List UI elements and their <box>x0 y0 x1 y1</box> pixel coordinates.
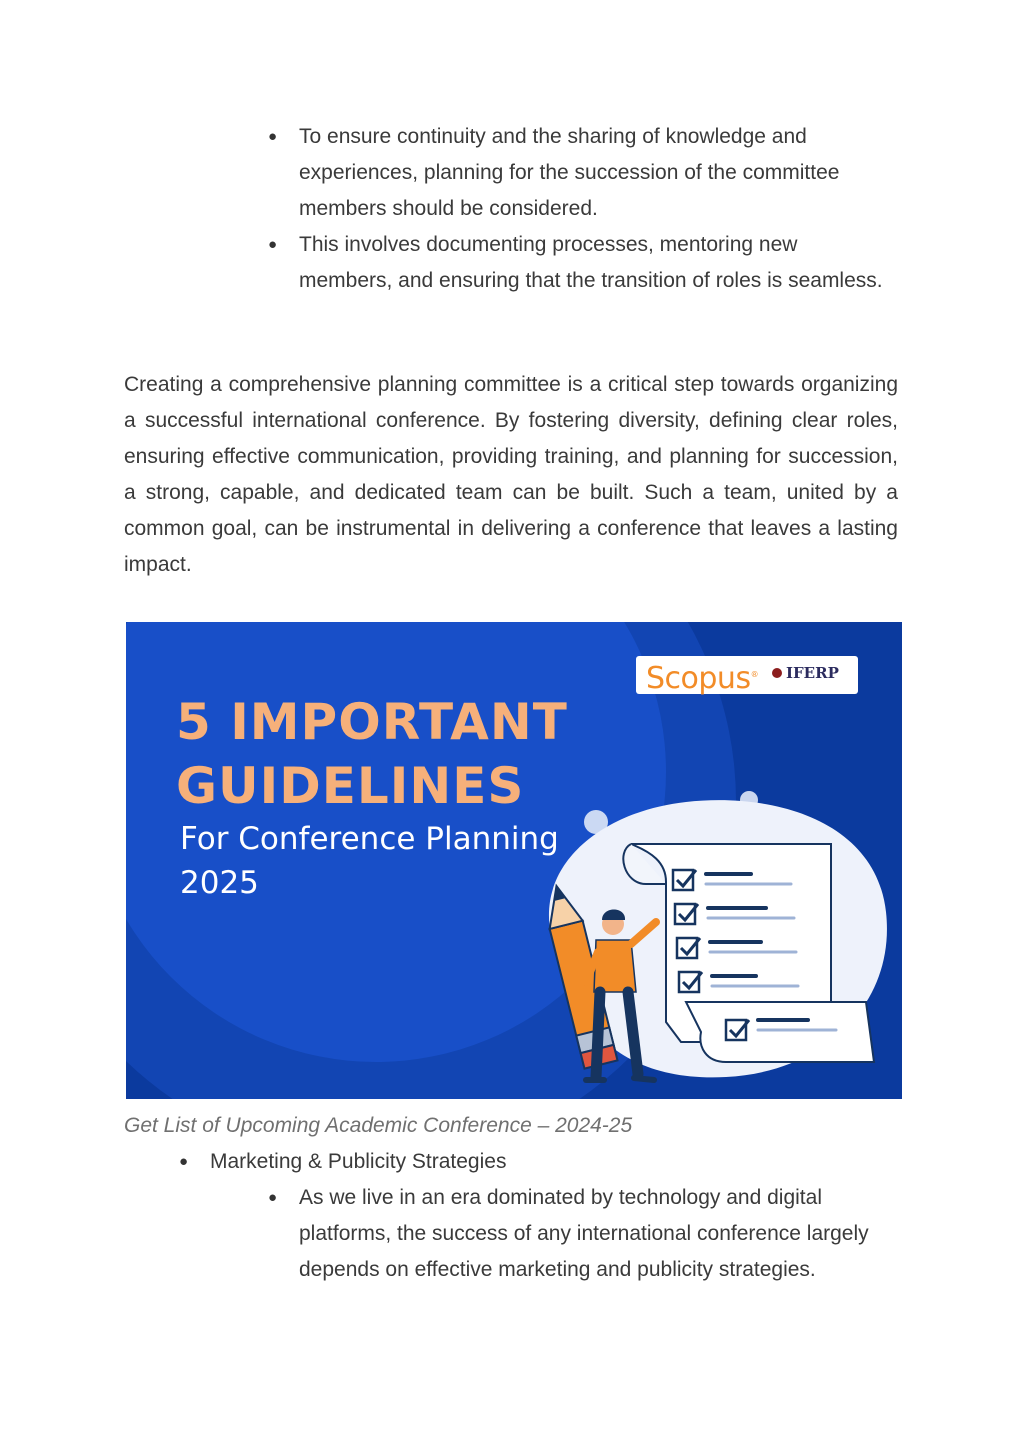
banner-title-line-1: 5 IMPORTANT <box>176 693 568 751</box>
list-item <box>268 227 889 299</box>
succession-bullet-list <box>268 119 889 299</box>
list-item <box>179 1144 890 1180</box>
bullet-text: This involves documenting processes, mentoring new members, and ensuring that the transition of roles is seamless. <box>299 233 883 292</box>
summary-paragraph: Creating a comprehensive planning committee is a critical step towards organizing a successful international conference. By fostering diversity, defining clear roles, ensuring effective communication, providing training, and planning for succession, a strong, capable, and dedicated team can be built. Such a team, united by a common goal, can be instrumental in delivering a conference that leaves a lasting impact. <box>124 373 898 576</box>
bullet-dot: ● <box>268 236 278 253</box>
figure-caption: Get List of Upcoming Academic Conference – 2024-25 <box>124 1114 633 1137</box>
bullet-dot: ● <box>179 1153 189 1170</box>
bullet-text: As we live in an era dominated by technology and digital platforms, the success of any international conference largely depends on effective marketing and publicity strategies. <box>299 1186 869 1281</box>
list-item <box>268 1180 889 1288</box>
section-bullet-list <box>179 1144 890 1180</box>
scopus-logo: Scopus® <box>646 661 759 696</box>
bullet-text: Marketing & Publicity Strategies <box>210 1150 507 1173</box>
banner-subtitle-line-1: For Conference Planning <box>180 821 559 857</box>
iferp-logo: IFERP <box>786 664 839 682</box>
bullet-text: To ensure continuity and the sharing of knowledge and experiences, planning for the succession of the committee members should be considered. <box>299 125 840 220</box>
conference-guidelines-banner <box>126 622 902 1099</box>
marketing-bullet-list <box>268 1180 889 1288</box>
banner-subtitle-line-2: 2025 <box>180 865 259 901</box>
list-item <box>268 119 889 227</box>
partner-logos <box>636 656 858 694</box>
bullet-dot: ● <box>268 1189 278 1206</box>
banner-title-line-2: GUIDELINES <box>176 757 525 815</box>
iferp-globe-icon <box>772 668 782 678</box>
bullet-dot: ● <box>268 128 278 145</box>
